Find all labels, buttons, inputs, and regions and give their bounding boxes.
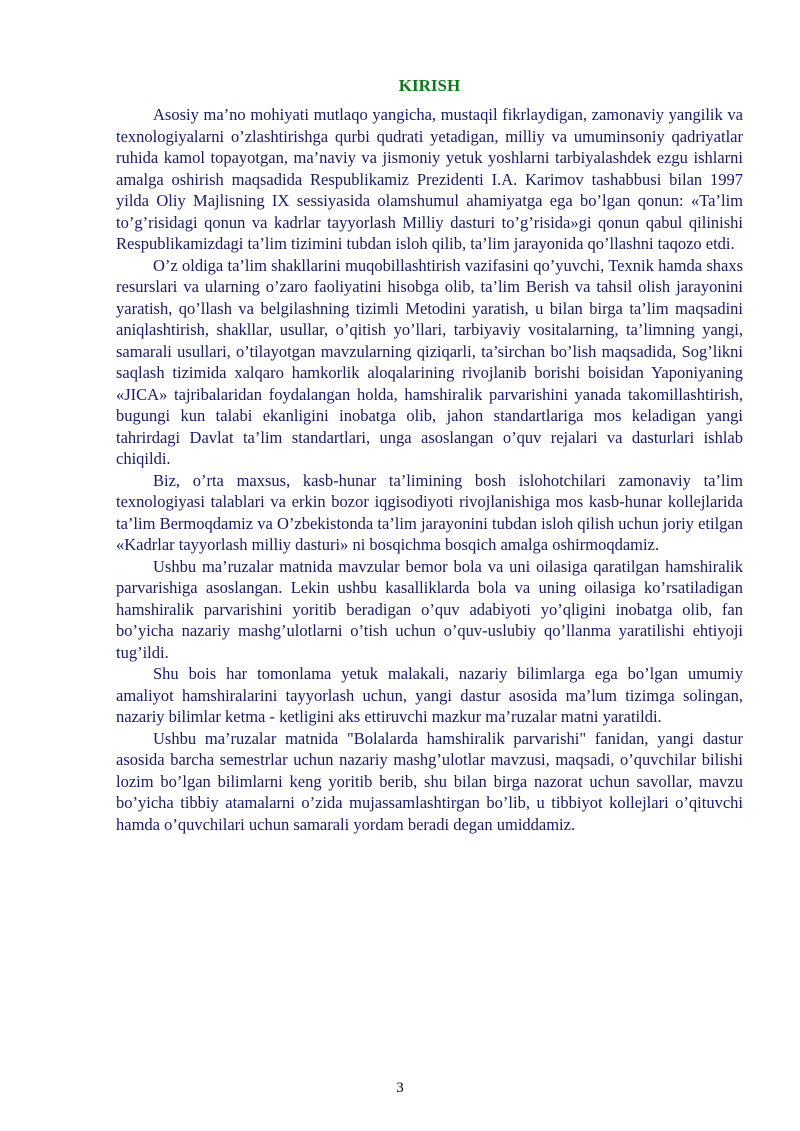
paragraph-3: Biz, o’rta maxsus, kasb-hunar ta’limining bosh islohotchilari zamonaviy ta’lim texnologiyasi talablari va erkin bozor iqgisodiyoti rivojlanishiga mos kasb-hunar kollejlarida ta’lim Bermoqdamiz va O’zbekistonda ta’lim jarayonini tubdan isloh qilish uchun joriy etilgan «Kadrlar tayyorlash milliy dasturi» ni bosqichma bosqich amalga oshirmoqdamiz. [116,470,743,554]
paragraph-2: O’z oldiga ta’lim shakllarini muqobillashtirish vazifasini qo’yuvchi, Texnik hamda shaxs resurslari va ularning o’zaro faoliyatini hisobga olib, ta’lim Berish va tahsil olish jarayonini yaratish, qo’llash va belgilashning tizimli Metodini yaratish, u bilan birga ta’lim maqsadini aniqlashtirish, shakllar, usullar, o’qitish yo’llari, tarbiyaviy vositalarning, ta’limning yangi, samarali usullari, o’tilayotgan mavzularning qiziqarli, ta’sirchan bo’lish maqsadida, Sog’likni saqlash tizimida xalqaro hamkorlik aloqalarining rivojlanib borishi boisidan Yaponiyaning «JICA» tajribalaridan foydalangan holda, hamshiralik parvarishini yanada takomillashtirish, bugungi kun talabi ekanligini inobatga olib, jahon standartlariga mos keladigan yangi tahrirdagi Davlat ta’lim standartlari, unga asoslangan o’quv rejalari va dasturlari ishlab chiqildi. [116,255,743,468]
paragraph-1: Asosiy ma’no mohiyati mutlaqo yangicha, mustaqil fikrlaydigan, zamonaviy yangilik va texnologiyalarni o’zlashtirishga qurbi qudrati yetadigan, milliy va umuminsoniy qadriyatlar ruhida kamol topayotgan, ma’naviy va jismoniy yetuk yoshlarni tarbiyalashdek ezgu ishlarni amalga oshirish maqsadida Respublikamiz Prezidenti I.A. Karimov tashabbusi bilan 1997 yilda Oliy Majlisning IX sessiyasida olamshumul ahamiyatga ega bo’lgan qonun: «Ta’lim to’g’risidagi qonun va kadrlar tayyorlash Milliy dasturi to’g’risida»gi qonun qabul qilinishi Respublikamizdagi ta’lim tizimini tubdan isloh qilib, ta’lim jarayonida qo’llashni taqozo etdi. [116,105,743,253]
paragraph-6: Ushbu ma’ruzalar matnida "Bolalarda hamshiralik parvarishi" fanidan, yangi dastur asosida barcha semestrlar uchun nazariy mashg’ulotlar mavzusi, maqsadi, o’quvchilar bilishi lozim bo’lgan bilimlarni keng yoritib berib, shu bilan birga nazorat uchun savollar, mavzu bo’yicha tibbiy atamalarni o’zida mujassamlashtirgan bo’lib, u tibbiyot kollejlari o’qituvchi hamda o’quvchilari uchun samarali yordam beradi degan umiddamiz. [116,728,743,834]
document-page [116,74,743,835]
paragraph-4: Ushbu ma’ruzalar matnida mavzular bemor bola va uni oilasiga qaratilgan hamshiralik parvarishiga asoslangan. Lekin ushbu kasalliklarda bola va uning oilasiga ko’rsatiladigan hamshiralik parvarishini yoritib beradigan o’quv adabiyoti yo’qligini inobatga olib, fan bo’yicha nazariy mashg’ulotlarni o’tish uchun o’quv-uslubiy qo’llanma yaratilishi ehtiyoji tug’ildi. [116,556,743,662]
section-title: KIRISH [398,76,461,95]
page-number: 3 [396,1080,404,1096]
paragraph-5: Shu bois har tomonlama yetuk malakali, nazariy bilimlarga ega bo’lgan umumiy amaliyot hamshiralarini tayyorlash uchun, yangi dastur asosida ma’lum tizimga solingan, nazariy bilimlar ketma - ketligini aks ettiruvchi mazkur ma’ruzalar matni yaratildi. [116,664,743,726]
